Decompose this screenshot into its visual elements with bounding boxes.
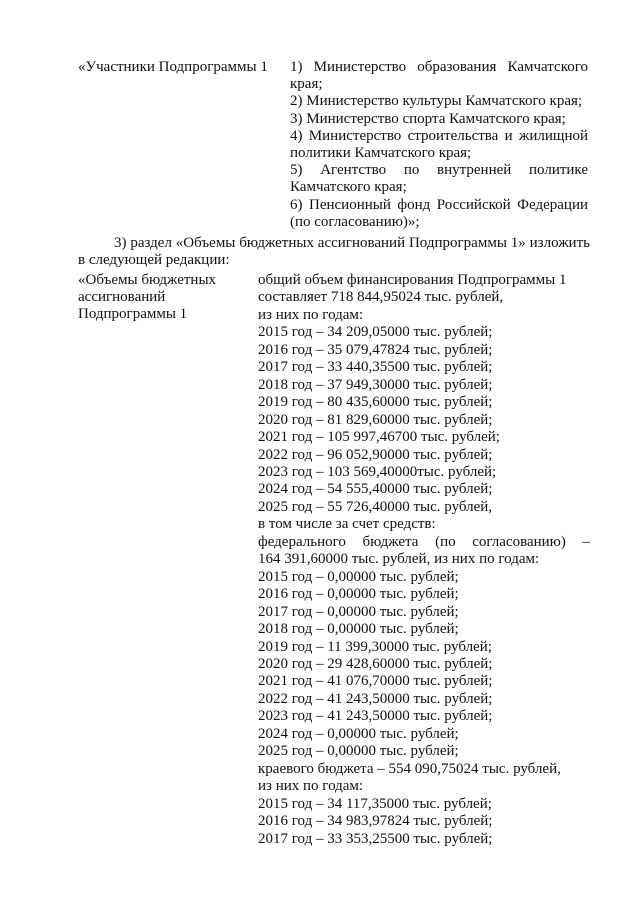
budget-line: 2025 год – 0,00000 тыс. рублей; [258,743,459,760]
budget-line: 2016 год – 35 079,47824 тыс. рублей; [258,341,493,358]
budget-line: из них по годам: [258,778,364,795]
budget-line: 2023 год – 41 243,50000 тыс. рублей; [258,708,493,725]
budget-line: 2018 год – 37 949,30000 тыс. рублей; [258,376,493,393]
budget-line: 2019 год – 80 435,60000 тыс. рублей; [258,394,493,411]
budget-line: 2024 год – 54 555,40000 тыс. рублей; [258,481,493,498]
budget-line: 2015 год – 34 117,35000 тыс. рублей; [258,795,492,812]
budget-line: 2022 год – 41 243,50000 тыс. рублей; [258,690,493,707]
budget-line: 2022 год – 96 052,90000 тыс. рублей; [258,446,493,463]
budget-line: в том числе за счет средств: [258,516,436,533]
participant-item: 1) Министерство образования Камчатского края; [290,59,588,93]
budget-lines [258,272,590,848]
budget-line: 2021 год – 105 997,46700 тыс. рублей; [258,429,500,446]
budget-line: составляет 718 844,95024 тыс. рублей, [258,289,504,306]
budget-line: 2017 год – 33 353,25500 тыс. рублей; [258,830,493,847]
participants-label: «Участники Подпрограммы 1 [78,59,268,75]
budget-label [78,272,216,323]
participant-item: 3) Министерство спорта Камчатского края; [290,110,566,127]
budget-label-line: Подпрограммы 1 [78,306,188,322]
participants-list [290,59,588,231]
budget-line: 2015 год – 0,00000 тыс. рублей; [258,568,459,585]
amendment-paragraph [78,235,590,269]
budget-line: 2020 год – 29 428,60000 тыс. рублей; [258,655,493,672]
budget-line: 2023 год – 103 569,40000тыс. рублей; [258,463,497,480]
budget-line: из них по годам: [258,306,364,323]
budget-line: 2021 год – 41 076,70000 тыс. рублей; [258,673,493,690]
budget-line: федерального бюджета (по согласованию) – [258,533,590,550]
budget-line: 2025 год – 55 726,40000 тыс. рублей, [258,498,493,515]
budget-line: краевого бюджета – 554 090,75024 тыс. рублей, [258,760,561,777]
participant-item: 6) Пенсионный фонд Российской Федерации (по согласованию)»; [290,196,588,230]
budget-line: 2017 год – 33 440,35500 тыс. рублей; [258,359,493,376]
budget-line: 2016 год – 34 983,97824 тыс. рублей; [258,813,493,830]
budget-line: 2015 год – 34 209,05000 тыс. рублей; [258,324,493,341]
budget-line: 2024 год – 0,00000 тыс. рублей; [258,725,459,742]
participant-item: 5) Агентство по внутренней политике Камчатского края; [290,162,588,196]
budget-label-line: ассигнований [78,289,166,305]
amendment-text: 3) раздел «Объемы бюджетных ассигнований Подпрограммы 1» изложить в следующей редакции: [78,235,590,268]
budget-line: 2018 год – 0,00000 тыс. рублей; [258,621,459,638]
budget-line: 2020 год – 81 829,60000 тыс. рублей; [258,411,493,428]
participant-item: 4) Министерство строительства и жилищной политики Камчатского края; [290,127,588,162]
budget-line: 2016 год – 0,00000 тыс. рублей; [258,586,459,603]
budget-line: 2019 год – 11 399,30000 тыс. рублей; [258,638,492,655]
budget-label-line: «Объемы бюджетных [78,272,217,288]
budget-line: 2017 год – 0,00000 тыс. рублей; [258,603,459,620]
participant-item: 2) Министерство культуры Камчатского края; [290,93,583,110]
budget-line: 164 391,60000 тыс. рублей, из них по годам: [258,551,540,568]
budget-line: общий объем финансирования Подпрограммы 1 [258,272,567,288]
